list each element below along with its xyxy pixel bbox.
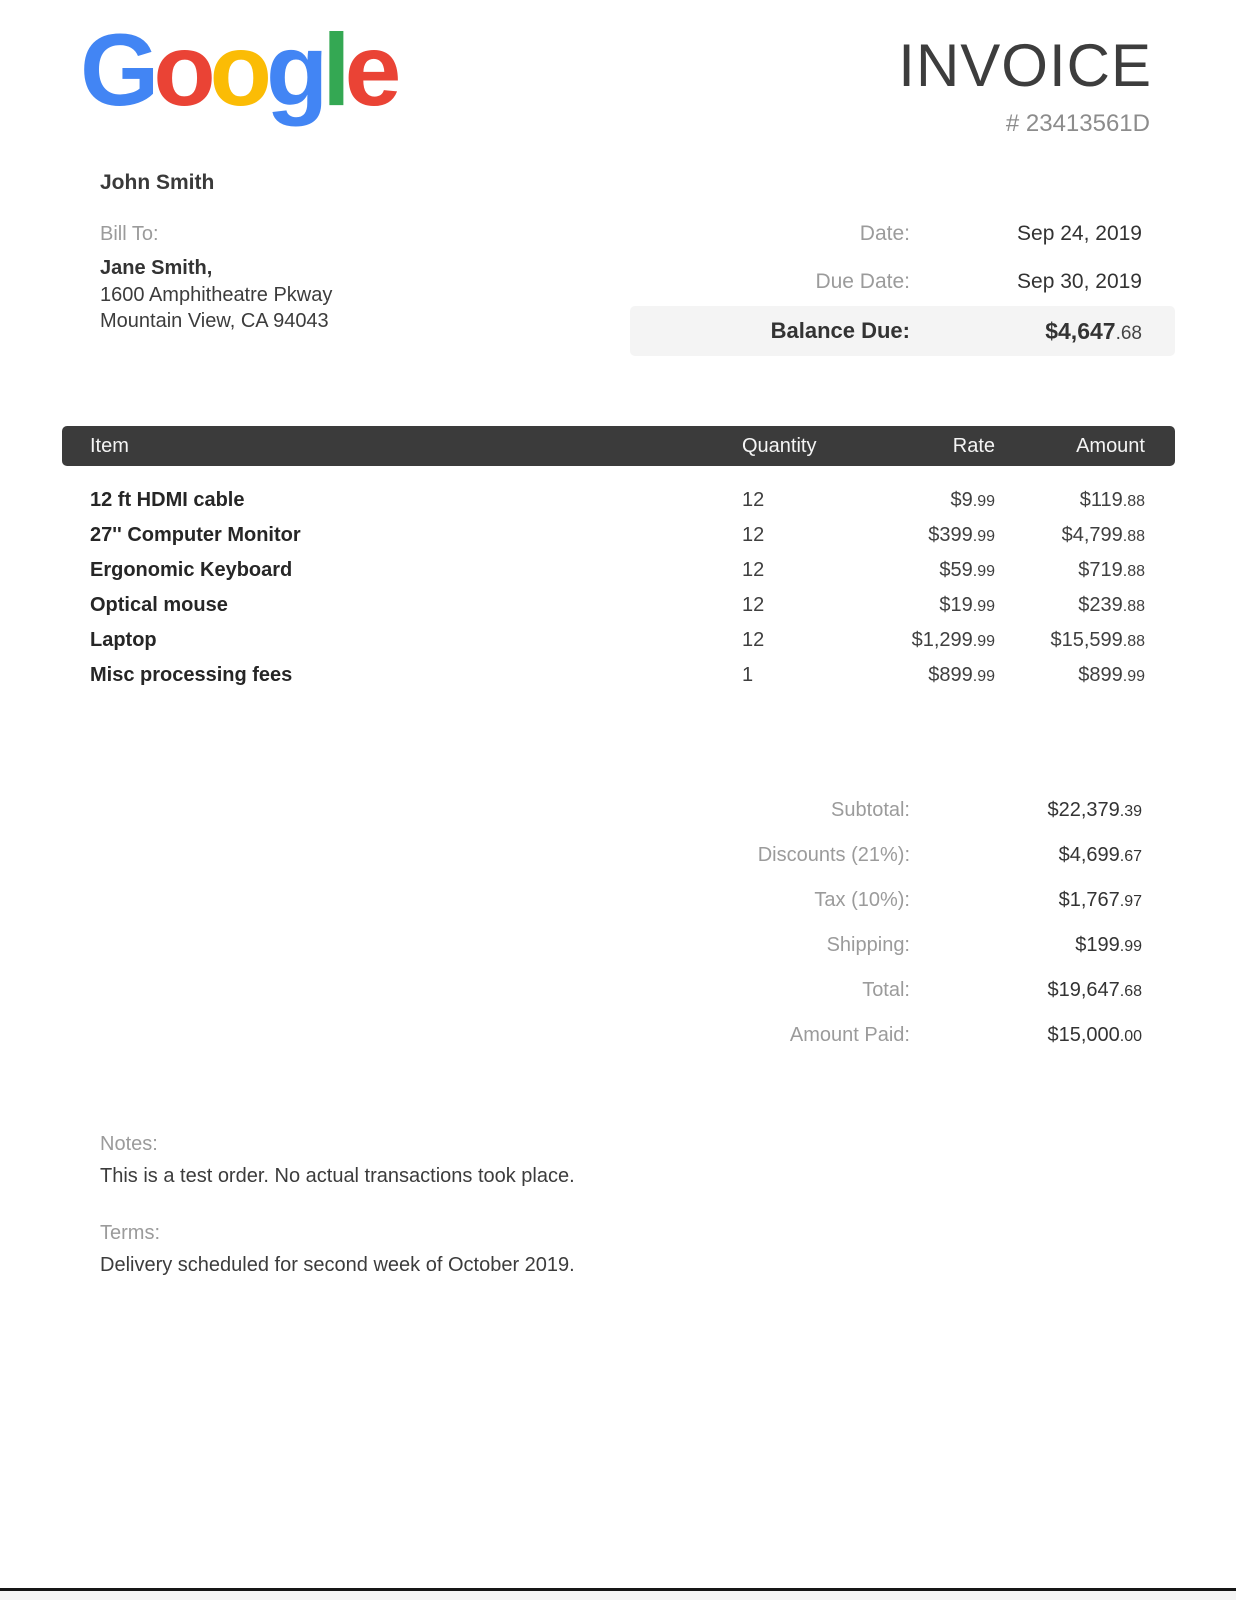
notes-text: This is a test order. No actual transactions took place. — [100, 1165, 575, 1187]
terms-label: Terms: — [100, 1222, 160, 1244]
logo-letter: G — [80, 13, 154, 127]
item-name: Laptop — [90, 629, 157, 651]
items-table-body — [62, 483, 1175, 693]
summary-value: $199.99 — [1075, 934, 1142, 956]
item-name: Ergonomic Keyboard — [90, 559, 293, 581]
item-quantity: 12 — [742, 524, 765, 546]
item-quantity: 12 — [742, 629, 765, 651]
item-amount: $119.88 — [1079, 489, 1145, 511]
item-rate: $9.99 — [950, 489, 995, 511]
item-rate: $399.99 — [928, 524, 995, 546]
item-amount: $239.88 — [1078, 594, 1145, 616]
summary-label: Amount Paid: — [789, 1024, 910, 1046]
item-name: 12 ft HDMI cable — [90, 489, 245, 511]
date-label: Date: — [859, 222, 910, 245]
column-header-item: Item — [90, 434, 129, 457]
logo-letter: g — [265, 13, 323, 127]
summary-value: $15,000.00 — [1047, 1024, 1142, 1046]
summary-value: $22,379.39 — [1047, 799, 1142, 821]
summary — [630, 788, 1175, 1058]
logo-letter: l — [322, 13, 345, 127]
summary-value: $19,647.68 — [1047, 979, 1142, 1001]
invoice-title: INVOICE — [898, 32, 1152, 99]
summary-label: Discounts (21%): — [757, 844, 910, 866]
summary-label: Subtotal: — [831, 799, 910, 821]
summary-row — [630, 878, 1175, 923]
item-quantity: 12 — [742, 489, 765, 511]
balance-due-row — [630, 306, 1175, 356]
summary-value: $1,767.97 — [1058, 889, 1142, 911]
due-date-row — [630, 258, 1175, 306]
summary-label: Total: — [862, 979, 910, 1001]
item-rate: $899.99 — [928, 664, 995, 686]
balance-due-value: $4,647.68 — [1045, 317, 1142, 344]
item-amount: $15,599.88 — [1050, 629, 1145, 651]
bill-to-name: Jane Smith, — [100, 257, 213, 279]
items-table-header — [62, 426, 1175, 466]
terms-text: Delivery scheduled for second week of October 2019. — [100, 1254, 575, 1276]
item-amount: $719.88 — [1078, 559, 1145, 581]
page-edge-shade — [0, 1591, 1236, 1600]
invoice-meta — [630, 210, 1175, 356]
logo-letter: o — [153, 13, 210, 127]
item-amount: $4,799.88 — [1061, 524, 1145, 546]
item-quantity: 12 — [742, 594, 765, 616]
date-value: Sep 24, 2019 — [1017, 222, 1142, 245]
table-row — [62, 518, 1175, 553]
item-rate: $1,299.99 — [911, 629, 995, 651]
logo-letter: o — [209, 13, 266, 127]
item-quantity: 12 — [742, 559, 765, 581]
column-header-quantity: Quantity — [742, 434, 817, 457]
bill-to-address-line2: Mountain View, CA 94043 — [100, 310, 329, 332]
from-name: John Smith — [100, 171, 215, 194]
table-row — [62, 483, 1175, 518]
balance-due-label: Balance Due: — [770, 318, 910, 343]
due-date-value: Sep 30, 2019 — [1017, 270, 1142, 293]
item-name: 27'' Computer Monitor — [90, 524, 301, 546]
item-name: Misc processing fees — [90, 664, 293, 686]
table-row — [62, 553, 1175, 588]
item-amount: $899.99 — [1078, 664, 1145, 686]
due-date-label: Due Date: — [815, 270, 910, 293]
item-quantity: 1 — [742, 664, 754, 686]
summary-row — [630, 833, 1175, 878]
item-rate: $59.99 — [939, 559, 995, 581]
summary-row — [630, 968, 1175, 1013]
invoice-number: # 23413561D — [1005, 110, 1150, 137]
summary-label: Tax (10%): — [814, 889, 910, 911]
bill-to-address-line1: 1600 Amphitheatre Pkway — [100, 284, 333, 306]
summary-row — [630, 788, 1175, 833]
logo-letter: e — [344, 13, 396, 127]
table-row — [62, 658, 1175, 693]
bill-to-label: Bill To: — [100, 223, 159, 245]
date-row — [630, 210, 1175, 258]
item-rate: $19.99 — [939, 594, 995, 616]
summary-label: Shipping: — [826, 934, 910, 956]
summary-value: $4,699.67 — [1058, 844, 1142, 866]
item-name: Optical mouse — [90, 594, 228, 616]
table-row — [62, 623, 1175, 658]
summary-row — [630, 923, 1175, 968]
notes-label: Notes: — [100, 1133, 158, 1155]
column-header-rate: Rate — [952, 434, 995, 457]
column-header-amount: Amount — [1076, 434, 1145, 457]
summary-row — [630, 1013, 1175, 1058]
table-row — [62, 588, 1175, 623]
google-logo — [80, 4, 395, 136]
